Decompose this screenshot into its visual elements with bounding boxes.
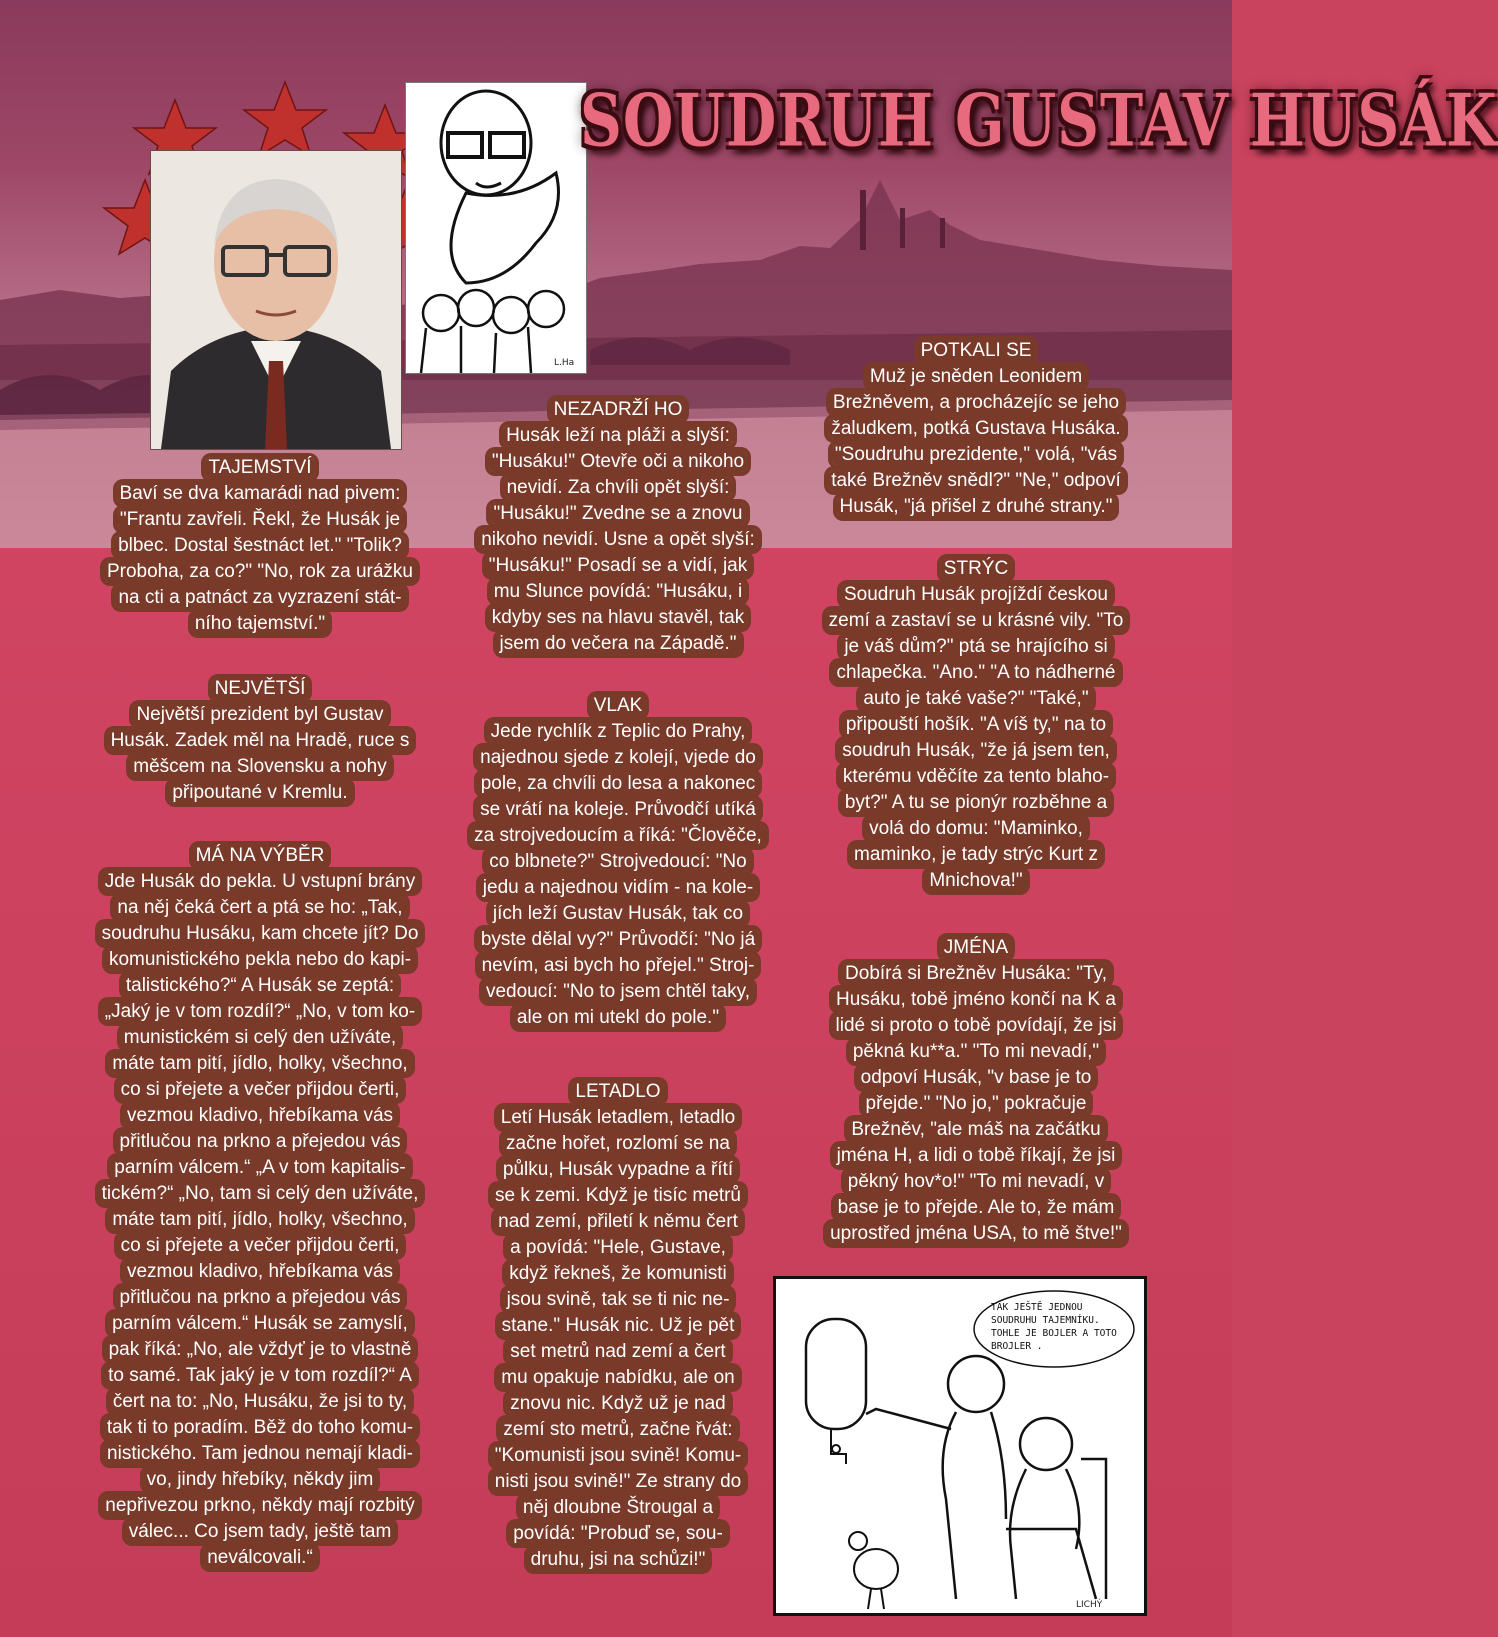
story-text: Jde Husák do pekla. U vstupní brány na něj čeká čert a ptá se ho: „Tak, soudruhu Husáku, kam chcete jít? Do komunistického pekla nebo do kapi- talistického?“ A Husák se zeptá: „Jaký je v tom rozdíl?“ „No, v tom ko- munistickém si celý den užíváte, máte tam pití, jídlo, holky, všechno, co si přejete a večer přijdou čerti, vezmou kladivo, hřebíkama vás přitlučou na prkno a přejedou vás parním válcem.“ „A v tom kapitalis- tickém?“ „No, tam si celý den užíváte, máte tam pití, jídlo, holky, všechno, co si přejete a večer přijdou čerti, vezmou kladivo, hřebíkama vás přitlučou na prkno a přejedou vás parním válcem.“ Husák se zamyslí, pak říká: „No, ale vždyť je to vlastně to samé. Tak jaký je v tom rozdíl?“ A čert na to: „No, Husáku, že jsi to ty, tak ti to poradím. Běž do toho komu- nistického. Tam jednou nemají kladi- vo, jindy hřebíky, někdy jim nepřivezou prkno, někdy mají rozbitý válec... Co jsem tady, ještě tam neválcovali.“ — [99, 871, 422, 1568]
story-title: LETADLO — [572, 1081, 663, 1102]
star-icon — [244, 82, 326, 156]
story-title: JMÉNA — [941, 937, 1011, 958]
story-stryc — [800, 556, 1152, 894]
story-text: Soudruh Husák projíždí českou zemí a zastaví se u krásné vily. "To je váš dům?" ptá se hrajícího si chlapečka. "Ano." "A to nádherné auto je také vaše?" "Také," připouští hošík. "A víš ty," na to soudruh Husák, "že já jsem ten, kterému vděčíte za tento blaho- byt?" A tu se pionýr rozběhne a volá do domu: "Maminko, maminko, je tady strýc Kurt z Mnichova!" — [826, 584, 1127, 891]
story-title: NEZADRŽÍ HO — [551, 399, 686, 420]
story-ma-na-vyber — [82, 843, 438, 1571]
story-nejvetsi — [95, 676, 425, 806]
story-title: MÁ NA VÝBĚR — [193, 845, 328, 866]
story-title: STRÝC — [941, 558, 1011, 579]
story-letadlo — [468, 1079, 768, 1573]
boiler-cartoon — [773, 1276, 1147, 1616]
speech-bubble-text: TAK JEŠTĚ JEDNOU SOUDRUHU TAJEMNÍKU. TOHLE JE BOJLER A TOTO BROJLER . — [991, 1302, 1117, 1352]
story-vlak — [468, 693, 768, 1031]
caricature-drawing — [405, 82, 587, 374]
story-text: Baví se dva kamarádi nad pivem: "Frantu zavřeli. Řekl, že Husák je blbec. Dostal šestnáct let." "Tolik? Proboha, za co?" "No, rok za urážku na cti a patnáct za vyzrazení stát- ního tajemství." — [104, 483, 416, 634]
story-tajemstvi — [95, 455, 425, 637]
story-title: VLAK — [591, 695, 646, 716]
story-jmena — [800, 935, 1152, 1247]
caricature-illustration — [406, 83, 586, 373]
story-nezadrzi-ho — [468, 397, 768, 657]
story-title: NEJVĚTŠÍ — [212, 678, 309, 699]
story-text: Muž je sněden Leonidem Brežněvem, a procházejíc se jeho žaludkem, potká Gustava Husáka. "Soudruhu prezidente," volá, "vás také Brežněv snědl?" "Ne," odpoví Husák, "já přišel z druhé strany." — [828, 366, 1124, 517]
portrait-illustration — [151, 151, 401, 449]
story-title: TAJEMSTVÍ — [205, 457, 314, 478]
story-potkali-se — [800, 338, 1152, 520]
page-title: SOUDRUH GUSTAV HUSÁK — [580, 78, 1498, 163]
story-text: Letí Husák letadlem, letadlo začne hořet, rozlomí se na půlku, Husák vypadne a řítí se k zemi. Když je tisíc metrů nad zemí, přiletí k němu čert a povídá: "Hele, Gustave, když řekneš, že komunisti jsou svině, tak se ti nic ne- stane." Husák nic. Už je pět set metrů nad zemí a čert mu opakuje nabídku, ale on znovu nic. Když už je nad zemí sto metrů, začne řvát: "Komunisti jsou svině! Komu- nisti jsou svině!" Ze strany do něj dloubne Štrougal a povídá: "Probuď se, sou- druhu, jsi na schůzi!" — [492, 1107, 744, 1570]
story-text: Největší prezident byl Gustav Husák. Zadek měl na Hradě, ruce s měšcem na Slovensku a nohy připoutané v Kremlu. — [108, 704, 413, 803]
husak-portrait-photo — [150, 150, 402, 450]
cartoon-signature: LICHÝ — [1076, 1600, 1103, 1610]
story-text: Jede rychlík z Teplic do Prahy, najednou sjede z kolejí, vjede do pole, za chvíli do lesa a nakonec se vrátí na koleje. Průvodčí utíká za strojvedoucím a říká: "Člověče, co blbnete?" Strojvedoucí: "No jedu a najednou vidím - na kole- jích leží Gustav Husák, tak co byste dělal vy?" Průvodčí: "No já nevím, asi bych ho přejel." Stroj- vedoucí: "No to jsem chtěl taky, ale on mi utekl do pole." — [471, 721, 765, 1028]
story-text: Dobírá si Brežněv Husáka: "Ty, Husáku, tobě jméno končí na K a lidé si proto o tobě povídají, že jsi pěkná ku**a." "To mi nevadí," odpoví Husák, "v base je to přejde." "No jo," pokračuje Brežněv, "ale máš na začátku jména H, a lidi o tobě říkají, že jsi pěkný hov*o!" "To mi nevadí, v base je to přejde. Ale to, že mám uprostřed jména USA, to mě štve!" — [827, 963, 1125, 1244]
caricature-signature: L.Ha — [554, 358, 575, 368]
story-title: POTKALI SE — [918, 340, 1035, 361]
story-text: Husák leží na pláži a slyší: "Husáku!" Otevře oči a nikoho nevidí. Za chvíli opět slyší: "Husáku!" Zvedne se a znovu nikoho nevidí. Usne a opět slyší: "Husáku!" Posadí se a vidí, jak mu Slunce povídá: "Husáku, i kdyby ses na hlavu stavěl, tak jsem do večera na Západě." — [478, 425, 758, 654]
